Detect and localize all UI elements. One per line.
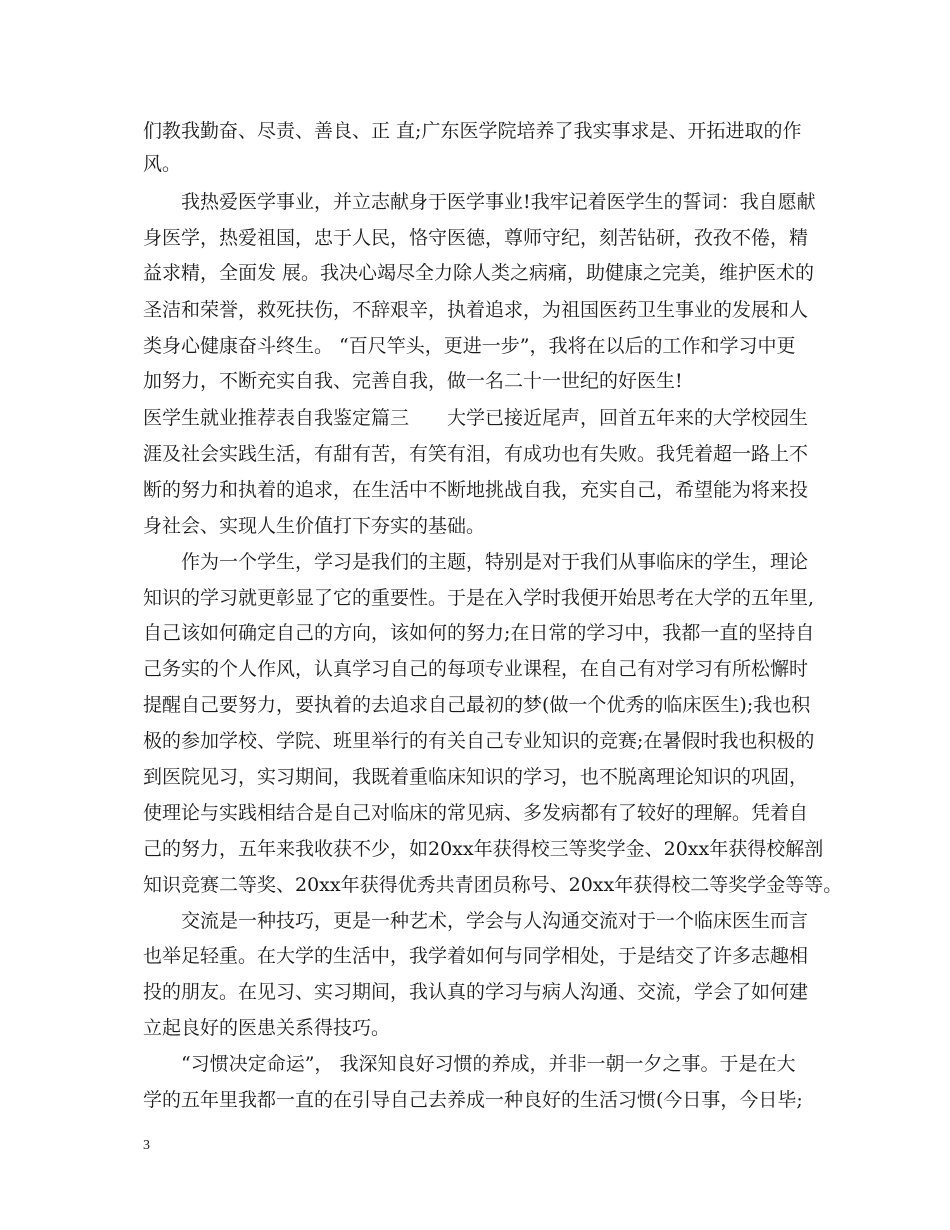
text-line: 己务实的个人作风，认真学习自己的每项专业课程，在自己有对学习有所松懈时 [143, 658, 809, 680]
text-line: 们教我勤奋、尽责、善良、正 直;广东医学院培养了我实事求是、开拓进取的作 [143, 120, 802, 142]
text-line: 我热爱医学事业，并立志献身于医学事业!我牢记着医学生的誓词：我自愿献 [143, 191, 816, 213]
text-line: 涯及社会实践生活，有甜有苦，有笑有泪，有成功也有失败。我凭着超一路上不 [143, 443, 809, 465]
text-line: 自己该如何确定自己的方向，该如何的努力;在日常的学习中，我都一直的坚持自 [143, 622, 815, 644]
text-line: 投的朋友。在见习、实习期间，我认真的学习与病人沟通、交流，学会了如何建 [143, 981, 809, 1003]
section-heading-line: 医学生就业推荐表自我鉴定篇三 大学已接近尾声，回首五年来的大学校园生 [143, 407, 809, 429]
text-line: 知识的学习就更彰显了它的重要性。于是在入学时我便开始思考在大学的五年里, [143, 587, 815, 609]
text-line: 加努力，不断充实自我、完善自我，做一名二十一世纪的好医生! [143, 370, 683, 392]
text-line: 交流是一种技巧，更是一种艺术，学会与人沟通交流对于一个临床医生而言 [143, 910, 809, 932]
page-number: 3 [143, 1138, 150, 1153]
text-line: 到医院见习，实习期间，我既着重临床知识的学习，也不脱离理论知识的巩固， [143, 766, 809, 788]
text-line: 提醒自己要努力，要执着的去追求自己最初的梦(做一个优秀的临床医生);我也积 [143, 694, 811, 716]
text-line: 断的努力和执着的追求，在生活中不断地挑战自我，充实自己，希望能为将来投 [143, 479, 809, 501]
text-line: 己的努力，五年来我收获不少，如20xx年获得校三等奖学金、20xx年获得校解剖 [143, 838, 824, 860]
text-line: 极的参加学校、学院、班里举行的有关自己专业知识的竞赛;在暑假时我也积极的 [143, 730, 815, 752]
text-line: 风。 [143, 153, 182, 175]
text-line: 知识竞赛二等奖、20xx年获得优秀共青团员称号、20xx年获得校二等奖学金等等。 [143, 874, 843, 896]
text-line: 圣洁和荣誉，救死扶伤，不辞艰辛，执着追求，为祖国医药卫生事业的发展和人 [143, 299, 809, 321]
text-line: 学的五年里我都一直的在引导自己去养成一种良好的生活习惯(今日事，今日毕; [143, 1089, 803, 1111]
text-line: 身医学，热爱祖国，忠于人民，恪守医德，尊师守纪，刻苦钻研，孜孜不倦，精 [143, 227, 809, 249]
text-line: 使理论与实践相结合是自己对临床的常见病、多发病都有了较好的理解。凭着自 [143, 802, 809, 824]
text-line: 也举足轻重。在大学的生活中，我学着如何与同学相处，于是结交了许多志趣相 [143, 945, 809, 967]
text-line: 类身心健康奋斗终生。 “百尺竿头，更进一步”，我将在以后的工作和学习中更 [143, 335, 796, 357]
text-line: “习惯决定命运”， 我深知良好习惯的养成，并非一朝一夕之事。于是在大 [143, 1053, 796, 1075]
text-line: 作为一个学生，学习是我们的主题，特别是对于我们从事临床的学生，理论 [143, 551, 809, 573]
text-line: 身社会、实现人生价值打下夯实的基础。 [143, 515, 486, 537]
text-line: 立起良好的医患关系得技巧。 [143, 1017, 391, 1039]
text-line: 益求精，全面发 展。我决心竭尽全力除人类之病痛，助健康之完美，维护医术的 [143, 262, 815, 284]
